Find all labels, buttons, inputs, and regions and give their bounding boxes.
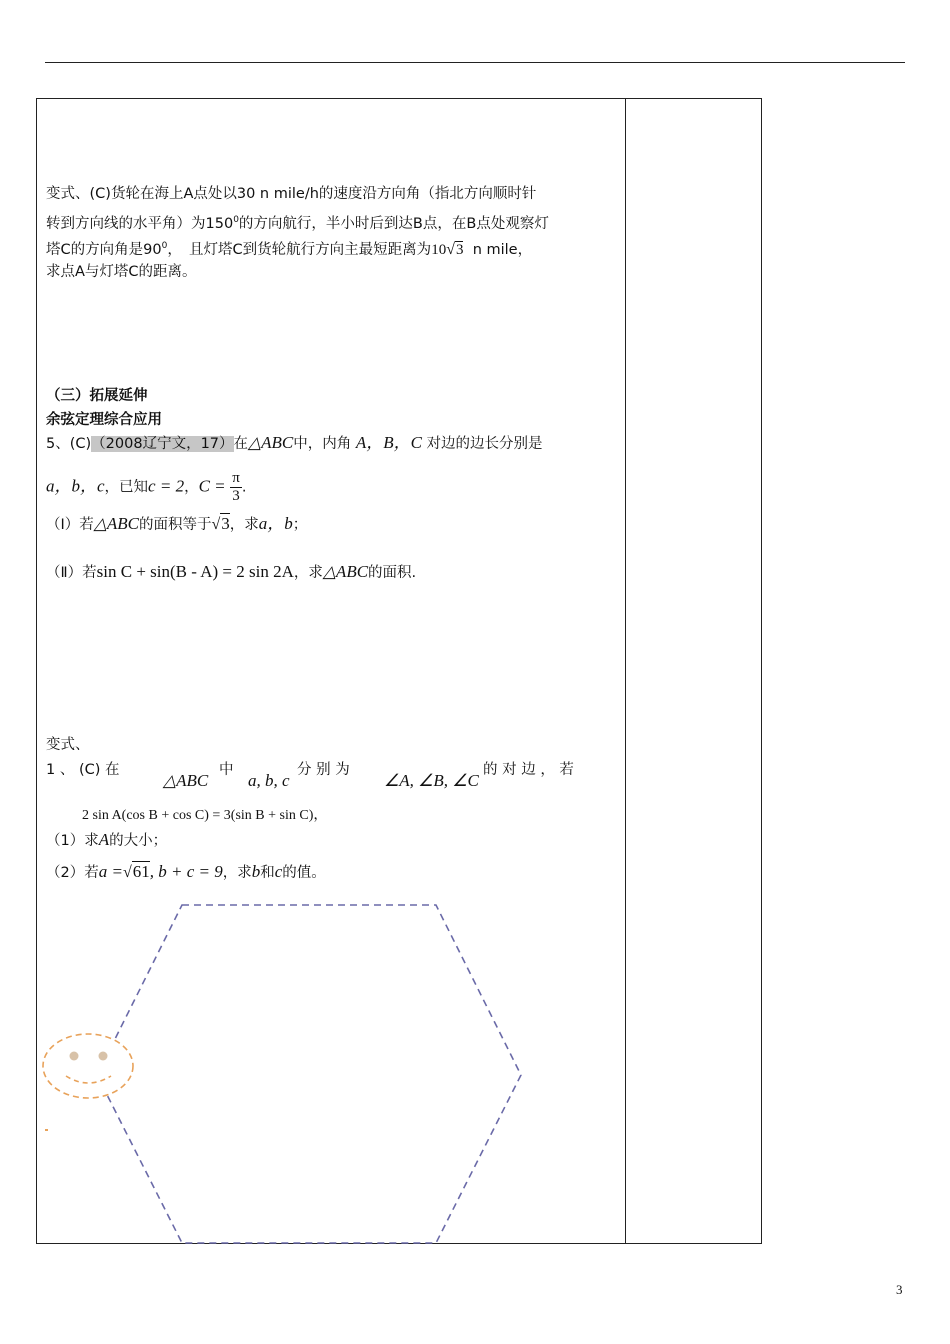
variant-b-angles: ∠A, ∠B, ∠C: [384, 771, 479, 790]
problem-5-part-2: （Ⅱ）若sin C + sin(B - A) = 2 sin 2A，求△ABC的面积.: [46, 562, 417, 581]
variant-b-line-1-end: 的 对 边 ， 若: [483, 762, 574, 778]
source-citation: （2008辽宁文，17）: [91, 436, 234, 452]
variant-b-equation: 2 sin A(cos B + cos C) = 3(sin B + sin C)，: [82, 808, 328, 823]
variant-b-mid: 分 别 为: [297, 762, 350, 778]
stray-mark: [45, 1129, 48, 1131]
variant-a-line-1: 变式、(C)货轮在海上A点处以30 n mile/h的速度沿方向角（指北方向顺时针: [46, 186, 537, 202]
problem-5-line-1: 5、(C)（2008辽宁文，17）在△ABC中，内角 A，B，C 对边的边长分别是: [46, 433, 543, 452]
variant-a-line-2: 转到方向线的水平角）为$150^0$的方向航行，半小时后到达B点，在B点处观察灯: [46, 215, 549, 232]
problem-5-part-1: （Ⅰ）若△ABC的面积等于√3，求a，b；: [46, 514, 308, 533]
dashed-hexagon: [97, 905, 521, 1243]
smiley-doodle: [43, 1034, 133, 1098]
variant-a-line-4: 求点A与灯塔C的距离。: [46, 264, 197, 280]
section-subheading: 余弦定理综合应用: [46, 412, 162, 428]
variant-b-zhong: 中: [219, 762, 234, 778]
pi-over-3: $\frac{\pi}{3}$: [232, 470, 240, 504]
variant-b-q2: （2）若a =√61, b + c = 9，求b和c的值。: [46, 862, 326, 881]
page-number: 3: [896, 1282, 903, 1297]
problem-5-line-2: a，b，c，已知c = 2，C = $\frac{\pi}{3}$ .: [46, 470, 247, 504]
variant-b-triangle: △ABC: [163, 771, 209, 790]
variant-b-line-1-num: 1 、 (C) 在: [46, 762, 120, 778]
section-heading: （三）拓展延伸: [46, 388, 148, 404]
variant-a-line-3: 塔C的方向角是$90^0$， 且灯塔C到货轮航行方向主最短距离为10√3 n mile，: [46, 240, 533, 258]
variant-b-vars: a, b, c: [248, 771, 290, 790]
variant-b-q1: （1）求A的大小；: [46, 830, 168, 849]
variant-b-title: 变式、: [46, 737, 90, 753]
